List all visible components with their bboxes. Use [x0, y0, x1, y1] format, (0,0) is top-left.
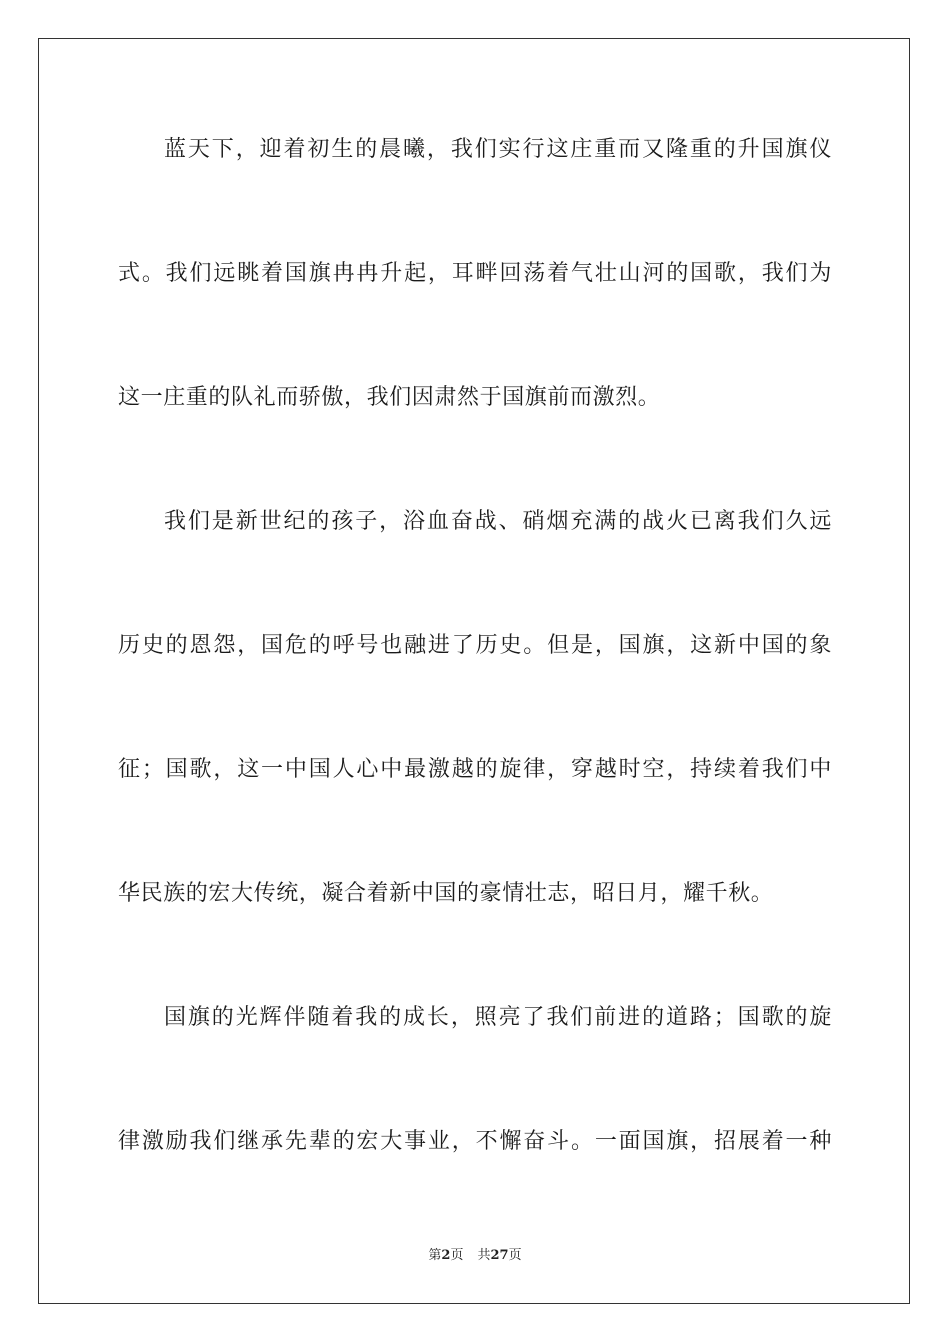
page-suffix: 页 — [450, 1248, 464, 1263]
paragraph-2-line-1: 我们是新世纪的孩子，浴血奋战、硝烟充满的战火已离我们久远 — [164, 509, 832, 534]
paragraph-3-line-2: 律激励我们继承先辈的宏大事业，不懈奋斗。一面国旗，招展着一种 — [118, 1129, 832, 1154]
total-prefix: 共 — [477, 1248, 491, 1263]
paragraph-2-line-2: 历史的恩怨，国危的呼号也融进了历史。但是，国旗，这新中国的象 — [118, 633, 832, 658]
paragraph-1-line-3: 这一庄重的队礼而骄傲，我们因肃然于国旗前而激烈。 — [118, 385, 661, 410]
paragraph-2-line-4: 华民族的宏大传统，凝合着新中国的豪情壮志，昭日月，耀千秋。 — [118, 881, 774, 906]
page-number: 2 — [441, 1248, 451, 1263]
paragraph-3-line-1: 国旗的光辉伴随着我的成长，照亮了我们前进的道路；国歌的旋 — [164, 1005, 832, 1030]
paragraph-1-line-1: 蓝天下，迎着初生的晨曦，我们实行这庄重而又隆重的升国旗仪 — [164, 137, 832, 162]
total-suffix: 页 — [508, 1248, 522, 1263]
page-prefix: 第 — [428, 1248, 442, 1263]
total-pages: 27 — [490, 1248, 509, 1263]
paragraph-2-line-3: 征；国歌，这一中国人心中最激越的旋律，穿越时空，持续着我们中 — [118, 757, 832, 782]
page-footer — [0, 1246, 950, 1266]
paragraph-1-line-2: 式。我们远眺着国旗冉冉升起，耳畔回荡着气壮山河的国歌，我们为 — [118, 261, 832, 286]
page-border — [38, 38, 910, 1304]
